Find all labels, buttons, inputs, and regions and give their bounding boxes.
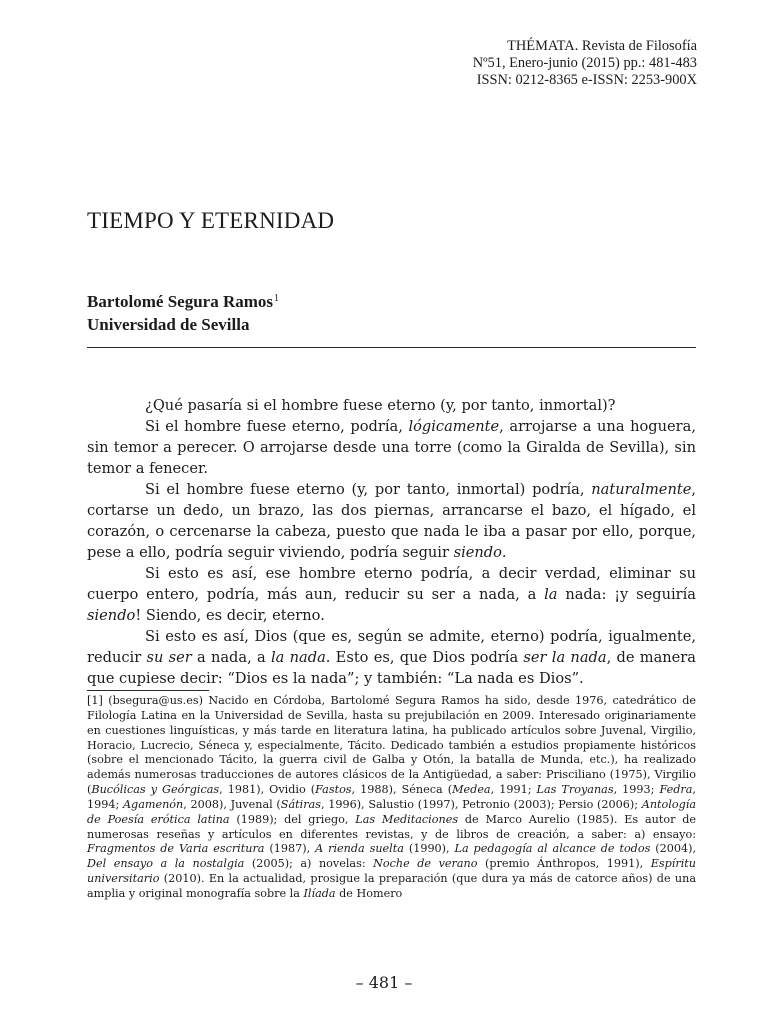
- journal-header: [473, 38, 697, 89]
- italic-run: Espíritu universitario: [87, 857, 696, 886]
- italic-run: A rienda suelta: [315, 842, 404, 856]
- text-run: (2005); a) novelas:: [244, 857, 374, 871]
- italic-run: lógicamente: [408, 418, 500, 435]
- text-run: (1987),: [264, 842, 316, 856]
- author-name-line: [87, 287, 279, 313]
- paragraph: [87, 563, 696, 626]
- text-run: , 2008), Juvenal (: [183, 797, 281, 811]
- text-run: . Esto es, que Dios podría: [325, 649, 524, 666]
- text-run: , 1996), Salustio (1997), Petronio (2003); Persio (2006);: [320, 797, 642, 811]
- paragraph: [87, 479, 696, 563]
- italic-run: Sátiras: [280, 797, 321, 811]
- text-run: nada: ¡y seguiría: [557, 586, 696, 603]
- italic-run: Las Meditaciones: [355, 812, 459, 826]
- text-run: de Marco Aurelio (1985). Es autor de numerosas reseñas y artículos en diferentes revistas, y de libros de creación, a saber: a) ensayo:: [87, 812, 697, 841]
- text-run: .: [501, 544, 507, 561]
- article-title: TIEMPO Y ETERNIDAD: [87, 208, 335, 233]
- text-run: , de manera que cupiese decir: “Dios es la nada”; y también: “La nada es Dios”.: [87, 649, 696, 687]
- paragraph: [87, 416, 696, 479]
- text-run: (1989); del griego,: [229, 812, 356, 826]
- text-run: Si esto es así, Dios (que es, según se admite, eterno) podría, igualmente, reducir: [87, 628, 696, 666]
- italic-run: siendo: [453, 544, 502, 561]
- text-run: (2010). En la actualidad, prosigue la preparación (que dura ya más de catorce años) de una amplia y original monografía sobre la: [87, 872, 696, 900]
- italic-run: Fastos: [315, 783, 352, 797]
- text-run: , arrojarse a una hoguera, sin temor a perecer. O arrojarse desde una torre (como la Giralda de Sevilla), sin temor a fenecer.: [87, 418, 696, 477]
- text-run: ! Siendo, es decir, eterno.: [135, 607, 325, 624]
- author-affiliation: Universidad de Sevilla: [87, 315, 250, 334]
- italic-run: Noche de verano: [373, 857, 478, 871]
- italic-run: su ser: [146, 649, 192, 666]
- text-run: de Homero: [335, 886, 403, 900]
- issn-info: ISSN: 0212-8365 e-ISSN: 2253-900X: [476, 72, 697, 88]
- italic-run: Del ensayo a la nostalgia: [87, 857, 245, 871]
- text-run: Si esto es así, ese hombre eterno podría, a decir verdad, eliminar su cuerpo entero, podría, más aun, reducir su ser a nada, a: [87, 565, 696, 603]
- text-run: ¿Qué pasaría si el hombre fuese eterno (y, por tanto, inmortal)?: [145, 397, 616, 414]
- italic-run: ser la nada: [523, 649, 607, 666]
- text-run: , cortarse un dedo, un brazo, las dos piernas, arrancarse el bazo, el hígado, el corazón, o cercenarse la cabeza, puesto que nada le iba a pasar por ello, porque, pese a ello, podría seguir viviendo, podría seguir: [87, 481, 696, 561]
- title-divider: [87, 347, 696, 348]
- journal-title: THÉMATA. Revista de Filosofía: [507, 38, 697, 54]
- text-run: Si el hombre fuese eterno, podría,: [145, 418, 409, 435]
- author-name: Bartolomé Segura Ramos: [87, 292, 274, 311]
- text-run: , 1981), Ovidio (: [219, 783, 316, 797]
- paragraph: [87, 395, 696, 416]
- text-run: (2004),: [650, 842, 697, 856]
- footnote-divider: [87, 690, 209, 691]
- italic-run: Fedra: [659, 783, 693, 797]
- italic-run: Ilíada: [303, 886, 336, 900]
- italic-run: Las Troyanas: [536, 783, 614, 797]
- issue-info: Nº51, Enero-junio (2015) pp.: 481-483: [472, 55, 697, 71]
- italic-run: naturalmente: [591, 481, 692, 498]
- italic-run: Bucólicas y Geórgicas: [91, 783, 220, 797]
- italic-run: la nada: [270, 649, 326, 666]
- text-run: , 1991;: [490, 783, 537, 797]
- text-run: (1990),: [403, 842, 455, 856]
- footnote: [87, 694, 696, 902]
- text-run: , 1993;: [613, 783, 660, 797]
- text-run: , 1988), Séneca (: [351, 783, 453, 797]
- italic-run: Medea: [452, 783, 491, 797]
- italic-run: siendo: [87, 607, 136, 624]
- footnote-marker: 1: [274, 293, 280, 304]
- text-run: a nada, a: [191, 649, 271, 666]
- paragraph: [87, 626, 696, 689]
- page-number: – 481 –: [355, 973, 413, 992]
- text-run: [1] (bsegura@us.es) Nacido en Córdoba, Bartolomé Segura Ramos ha sido, desde 1976, catedrático de Filología Latina en la Universidad de Sevilla, hasta su prejubilación en 2009. Interesado originariamente en cuestiones linguísticas, y más tarde en literatura latina, ha publicado artículos sobre Juvenal, Virgilio, Horacio, Lucrecio, Séneca y, especialmente, Tácito. Dedicado también a estudios propiamente históricos (sobre el mencionado Tácito, la guerra civil de Galba y Otón, la batalla de Munda, etc.), ha realizado además numerosas traducciones de autores clásicos de la Antigüedad, a saber: Prisciliano (1975), Virgilio (: [87, 694, 696, 797]
- text-run: Si el hombre fuese eterno (y, por tanto, inmortal) podría,: [145, 481, 592, 498]
- text-run: , 1994;: [87, 783, 696, 811]
- italic-run: Fragmentos de Varia escritura: [87, 842, 265, 856]
- italic-run: Agamenón: [122, 797, 184, 811]
- article-body: [87, 395, 696, 689]
- italic-run: La pedagogía al alcance de todos: [454, 842, 651, 856]
- italic-run: la: [544, 586, 558, 603]
- italic-run: Antología de Poesía erótica latina: [87, 797, 696, 826]
- text-run: (premio Ánthropos, 1991),: [477, 857, 651, 871]
- author-block: [87, 287, 279, 336]
